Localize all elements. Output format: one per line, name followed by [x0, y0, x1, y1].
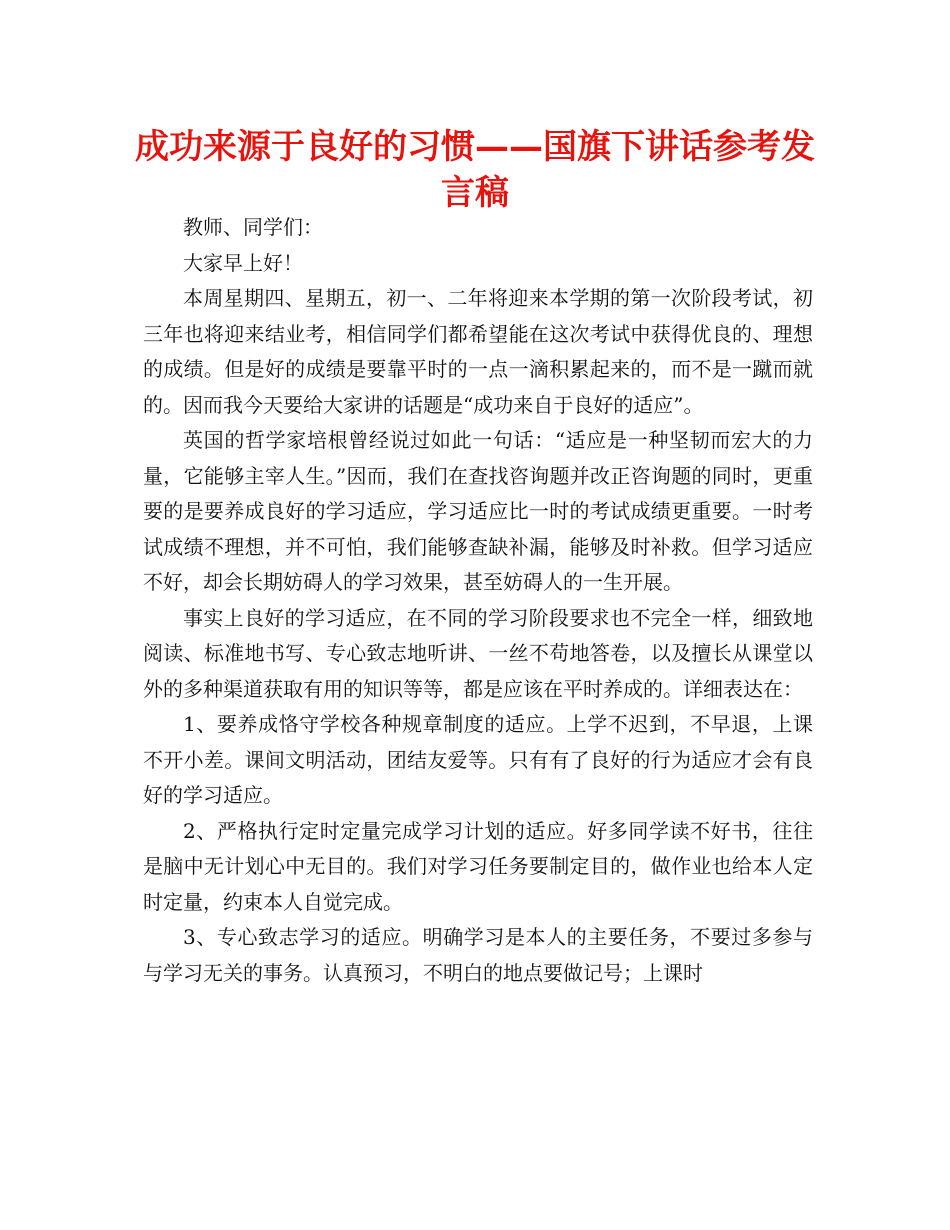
- body-paragraph: 本周星期四、星期五，初一、二年将迎来本学期的第一次阶段考试，初三年也将迎来结业考，相信同学们都希望能在这次考试中获得优良的、理想的成绩。但是好的成绩是要靠平时的一点一滴积累起来的，而不是一蹴而就的。因而我今天要给大家讲的话题是“成功来自于良好的适应”。: [143, 286, 813, 417]
- body-paragraph: 英国的哲学家培根曾经说过如此一句话：“适应是一种坚韧而宏大的力量，它能够主宰人生。”因而，我们在查找咨询题并改正咨询题的同时，更重要的是要养成良好的学习适应，学习适应比一时的考试成绩更重要。一时考试成绩不理想，并不可怕，我们能够查缺补漏，能够及时补救。但学习适应不好，却会长期妨碍人的学习效果，甚至妨碍人的一生开展。: [143, 428, 813, 594]
- list-item-paragraph: 2、严格执行定时定量完成学习计划的适应。好多同学读不好书，往往是脑中无计划心中无目的。我们对学习任务要制定目的，做作业也给本人定时定量，约束本人自觉完成。: [143, 818, 813, 914]
- salutation-paragraph: 大家早上好！: [183, 250, 303, 275]
- list-item-paragraph: 3、专心致志学习的适应。明确学习是本人的主要任务，不要过多参与与学习无关的事务。认真预习，不明白的地点要做记号；上课时: [143, 925, 813, 985]
- document-title: 成功来源于良好的习惯——国旗下讲话参考发言稿: [135, 127, 815, 213]
- document-body: [143, 210, 813, 991]
- greeting-paragraph: 教师、同学们：: [183, 215, 323, 239]
- body-paragraph: 事实上良好的学习适应，在不同的学习阶段要求也不完全一样，细致地阅读、标准地书写、专心致志地听讲、一丝不苟地答卷，以及擅长从课堂以外的多种渠道获取有用的知识等等，都是应该在平时养成的。详细表达在：: [143, 605, 813, 701]
- list-item-paragraph: 1、要养成恪守学校各种规章制度的适应。上学不迟到，不早退，上课不开小差。课间文明活动，团结友爱等。只有有了良好的行为适应才会有良好的学习适应。: [143, 712, 813, 807]
